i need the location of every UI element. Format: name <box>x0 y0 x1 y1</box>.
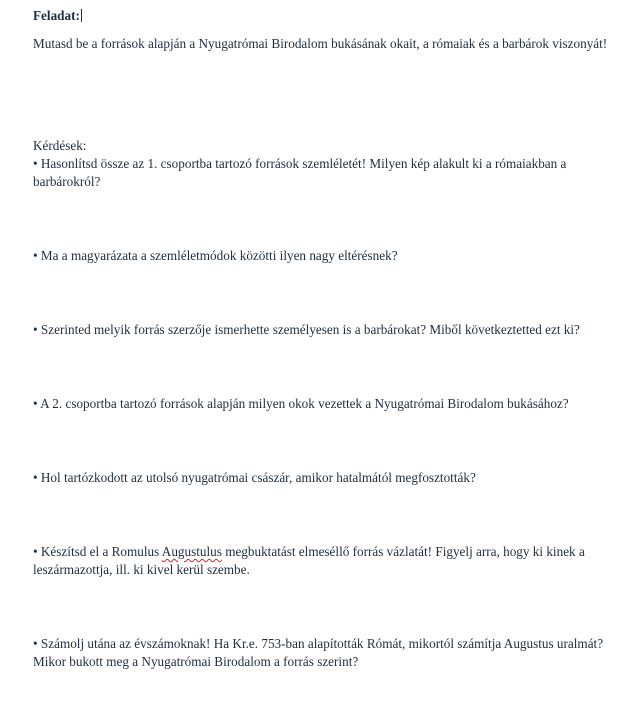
text-cursor <box>81 9 82 22</box>
task-description: Mutasd be a források alapján a Nyugatrómai Birodalom bukásának okait, a rómaiak és a barbárok viszonyát! <box>33 36 608 51</box>
task-title <box>33 7 627 25</box>
question-4: • A 2. csoportba tartozó források alapján milyen okok vezettek a Nyugatrómai Birodalom bukásához? <box>33 396 569 411</box>
question-5: • Hol tartózkodott az utolsó nyugatrómai császár, amikor hatalmától megfosztották? <box>33 470 476 485</box>
question-6-part: megbuktatást elmeséllő forrás vázlatát! Figyelj arra, hogy ki kinek a leszármazottja, ill. ki kivel kerül szembe. <box>33 544 585 577</box>
question-6 <box>33 543 627 579</box>
spellcheck-flagged-word[interactable]: Augustulus <box>161 544 222 559</box>
question-3: • Szerinted melyik forrás szerzője ismerhette személyesen is a barbárokat? Miből következtetted ezt ki? <box>33 322 580 337</box>
question-7: • Számolj utána az évszámoknak! Ha Kr.e. 753-ban alapították Rómát, mikortól számítja Augustus uralmát? Mikor bukott meg a Nyugatrómai Birodalom a forrás szerint? <box>33 636 604 669</box>
task-title-text: Feladat: <box>33 8 80 23</box>
question-6-part: • Készítsd el a Romulus <box>33 544 162 559</box>
question-2: • Ma a magyarázata a szemléletmódok közötti ilyen nagy eltérésnek? <box>33 248 398 263</box>
question-1: • Hasonlítsd össze az 1. csoportba tartozó források szemléletét! Milyen kép alakult ki a rómaiakban a barbárokról? <box>33 156 567 189</box>
questions-heading: Kérdések: <box>33 138 87 153</box>
